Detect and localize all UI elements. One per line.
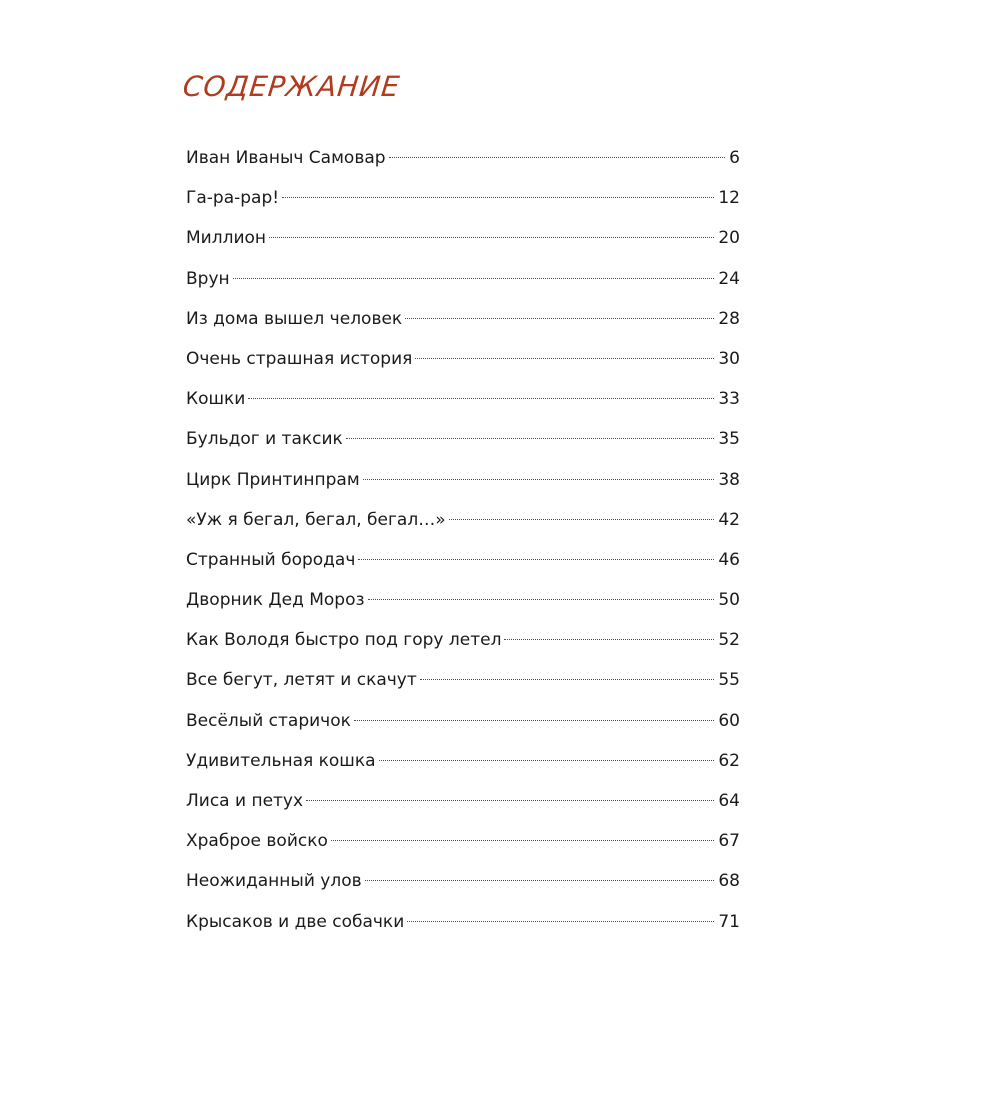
dot-leader xyxy=(504,639,714,640)
toc-page-number: 30 xyxy=(718,348,740,369)
toc-page-number: 42 xyxy=(718,509,740,530)
toc-page-number: 50 xyxy=(718,590,740,611)
toc-list xyxy=(186,138,740,942)
toc-entry xyxy=(186,701,740,741)
dot-leader xyxy=(368,599,715,600)
toc-entry-title: Миллион xyxy=(186,228,267,249)
toc-page-number: 62 xyxy=(718,750,740,771)
dot-leader xyxy=(248,398,714,399)
toc-entry xyxy=(186,178,740,218)
dot-leader xyxy=(405,318,714,319)
toc-page-number: 24 xyxy=(718,268,740,289)
dot-leader xyxy=(354,720,714,721)
dot-leader xyxy=(389,157,726,158)
toc-entry-title: Иван Иваныч Самовар xyxy=(186,148,386,168)
dot-leader xyxy=(331,840,714,841)
toc-entry-title: Храброе войско xyxy=(186,831,328,852)
toc-entry xyxy=(186,379,740,419)
toc-entry xyxy=(186,339,740,379)
toc-page-number: 28 xyxy=(718,308,740,329)
toc-entry xyxy=(186,620,740,660)
toc-entry-title: Из дома вышел человек xyxy=(186,308,403,329)
toc-page-number: 55 xyxy=(718,670,740,691)
dot-leader xyxy=(363,479,715,480)
toc-entry-title: Лиса и петух xyxy=(186,791,304,811)
toc-entry-title: Кошки xyxy=(186,389,246,410)
toc-page-number: 68 xyxy=(718,871,740,892)
toc-entry-title: Бульдог и таксик xyxy=(186,429,343,450)
toc-entry xyxy=(186,540,740,580)
toc-entry xyxy=(186,500,740,540)
toc-page-number: 20 xyxy=(718,228,740,249)
dot-leader xyxy=(449,519,715,520)
toc-title: СОДЕРЖАНИЕ xyxy=(181,70,402,103)
toc-entry xyxy=(186,821,740,861)
toc-entry xyxy=(186,218,740,258)
toc-entry-title: Очень страшная история xyxy=(186,348,413,369)
toc-page-number: 71 xyxy=(718,911,740,932)
dot-leader xyxy=(420,679,715,680)
toc-entry-title: Га-ра-рар! xyxy=(186,188,280,209)
toc-entry-title: Удивительная кошка xyxy=(186,750,376,771)
dot-leader xyxy=(346,438,715,439)
dot-leader xyxy=(358,559,714,560)
toc-entry xyxy=(186,138,740,178)
toc-entry xyxy=(186,902,740,942)
toc-entry-title: Дворник Дед Мороз xyxy=(186,590,365,611)
toc-entry xyxy=(186,861,740,901)
dot-leader xyxy=(269,237,714,238)
toc-page-number: 52 xyxy=(718,630,740,651)
toc-entry-title: Врун xyxy=(186,268,230,289)
toc-page-number: 12 xyxy=(718,188,740,209)
dot-leader xyxy=(282,197,714,198)
toc-entry-title: Странный бородач xyxy=(186,549,356,570)
toc-page-number: 38 xyxy=(718,469,740,490)
dot-leader xyxy=(306,800,714,801)
toc-page-number: 64 xyxy=(718,791,740,811)
dot-leader xyxy=(365,880,715,881)
toc-entry-title: Как Володя быстро под гору летел xyxy=(186,630,502,651)
dot-leader xyxy=(379,760,715,761)
toc-page-number: 60 xyxy=(718,710,740,731)
toc-entry xyxy=(186,580,740,620)
toc-entry-title: Цирк Принтинпрам xyxy=(186,469,360,490)
toc-entry-title: Весёлый старичок xyxy=(186,710,351,731)
toc-page-number: 35 xyxy=(718,429,740,450)
dot-leader xyxy=(415,358,714,359)
toc-entry xyxy=(186,259,740,299)
toc-entry-title: Неожиданный улов xyxy=(186,871,362,892)
toc-entry xyxy=(186,660,740,700)
toc-entry xyxy=(186,419,740,459)
toc-entry xyxy=(186,781,740,821)
dot-leader xyxy=(407,921,714,922)
toc-entry-title: Все бегут, летят и скачут xyxy=(186,670,417,691)
toc-page-number: 6 xyxy=(729,148,740,168)
toc-page-number: 33 xyxy=(718,389,740,410)
toc-entry xyxy=(186,460,740,500)
dot-leader xyxy=(233,278,715,279)
toc-entry xyxy=(186,741,740,781)
toc-page-number: 46 xyxy=(718,549,740,570)
toc-entry-title: «Уж я бегал, бегал, бегал…» xyxy=(186,509,446,530)
toc-page-number: 67 xyxy=(718,831,740,852)
toc-entry xyxy=(186,299,740,339)
toc-entry-title: Крысаков и две собачки xyxy=(186,911,405,932)
